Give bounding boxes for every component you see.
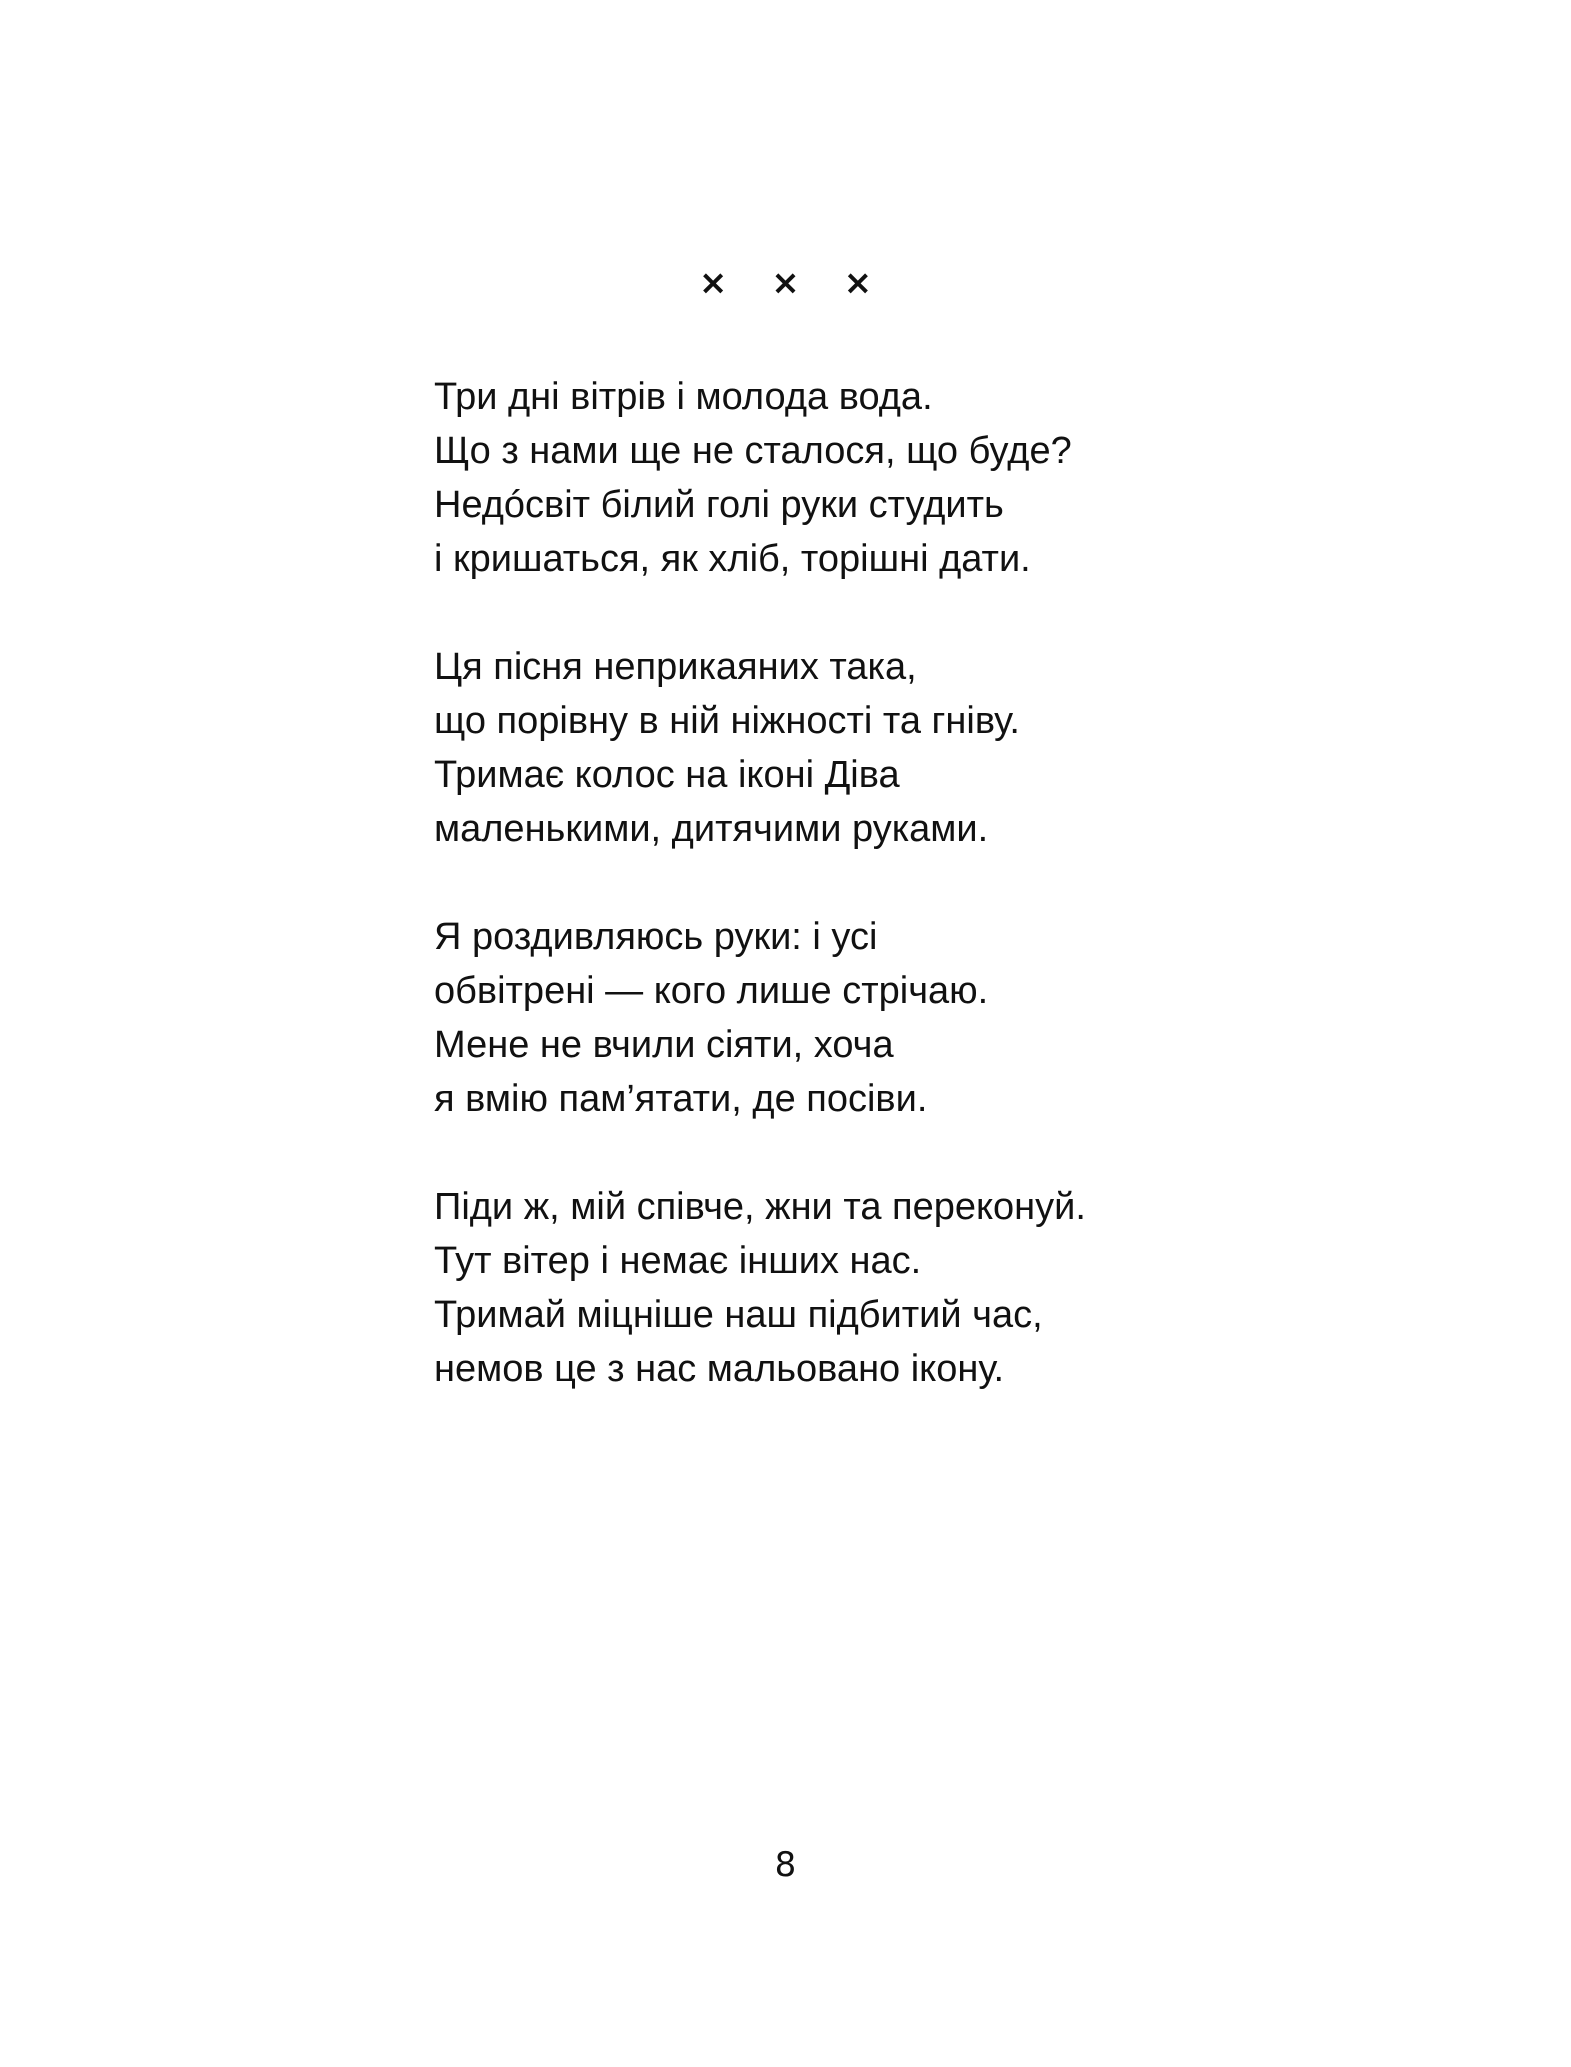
- poem-line: Тут вітер і немає інших нас.: [434, 1240, 922, 1282]
- poem: [434, 370, 1494, 1450]
- poem-line: і кришаться, як хліб, торішні дати.: [434, 538, 1031, 580]
- stanza-4: [434, 1180, 1494, 1396]
- poem-line: Недóсвіт білий голі руки студить: [434, 484, 1004, 526]
- poem-line: Мене не вчили сіяти, хоча: [434, 1024, 894, 1066]
- page-number: 8: [774, 1845, 797, 1885]
- stanza-1: [434, 370, 1494, 586]
- poem-line: Я роздивляюсь руки: і усі: [434, 916, 878, 958]
- poem-line: маленькими, дитячими руками.: [434, 808, 989, 850]
- poem-line: Що з нами ще не сталося, що буде?: [434, 430, 1072, 472]
- section-ornament: × × ×: [698, 263, 889, 303]
- poem-line: обвітрені — кого лише стрічаю.: [434, 970, 989, 1012]
- poem-line: Тримає колос на іконі Діва: [434, 754, 900, 796]
- poem-line: що порівну в ній ніжності та гніву.: [434, 700, 1020, 742]
- stanza-2: [434, 640, 1494, 856]
- stanza-3: [434, 910, 1494, 1126]
- poem-line: Ця пісня неприкаяних така,: [434, 646, 917, 688]
- poem-line: я вмію пам’ятати, де посіви.: [434, 1078, 928, 1120]
- poem-line: Піди ж, мій співче, жни та переконуй.: [434, 1186, 1086, 1228]
- poem-line: Три дні вітрів і молода вода.: [434, 376, 933, 418]
- poem-line: Тримай міцніше наш підбитий час,: [434, 1294, 1043, 1336]
- poem-line: немов це з нас мальовано ікону.: [434, 1348, 1005, 1390]
